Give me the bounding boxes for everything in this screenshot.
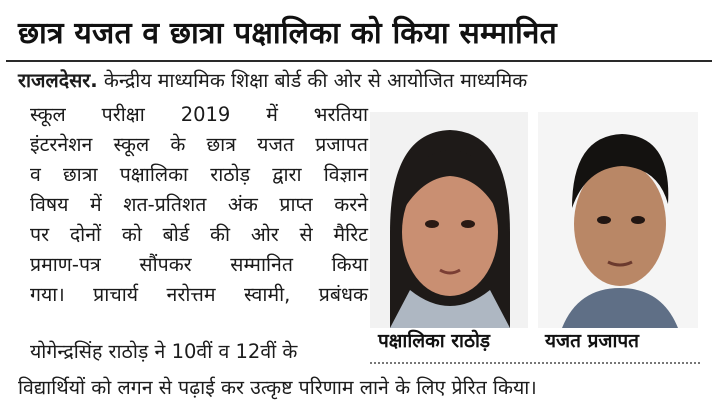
article-line-1-text: केन्द्रीय माध्यमिक शिक्षा बोर्ड की ओर से आयोजित माध्यमिक — [103, 69, 528, 92]
article-line-1 — [18, 66, 527, 96]
article-line-5: विषय में शत-प्रतिशत अंक प्राप्त करने — [30, 193, 368, 216]
article-line-9: योगेन्द्रसिंह राठोड़ ने 10वीं व 12वीं के — [30, 340, 298, 363]
photo-caption-left: पक्षालिका राठोड़ — [378, 330, 491, 352]
article-line-2: स्कूल परीक्षा 2019 में भरतिया — [30, 103, 368, 126]
student-photo-male — [538, 112, 698, 328]
article-column — [30, 100, 368, 310]
headline-rule — [6, 60, 712, 62]
caption-divider — [370, 362, 700, 364]
article-line-8: गया। प्राचार्य नरोत्तम स्वामी, प्रबंधक — [30, 283, 368, 306]
article-line-10: विद्यार्थियों को लगन से पढ़ाई कर उत्कृष्ट परिणाम लाने के लिए प्रेरित किया। — [18, 376, 537, 399]
dateline: राजलदेसर. — [18, 69, 98, 92]
article-line-6: पर दोनों को बोर्ड की ओर से मैरिट — [30, 223, 368, 246]
headline: छात्र यजत व छात्रा पक्षालिका को किया सम्मानित — [18, 16, 557, 51]
article-line-3: इंटरनेशन स्कूल के छात्र यजत प्रजापत — [30, 133, 368, 156]
article-line-4: व छात्रा पक्षालिका राठोड़ द्वारा विज्ञान — [30, 163, 368, 186]
student-photo-female — [370, 112, 528, 328]
article-line-7: प्रमाण-पत्र सौंपकर सम्मानित किया — [30, 253, 368, 276]
photo-caption-right: यजत प्रजापत — [545, 330, 640, 352]
